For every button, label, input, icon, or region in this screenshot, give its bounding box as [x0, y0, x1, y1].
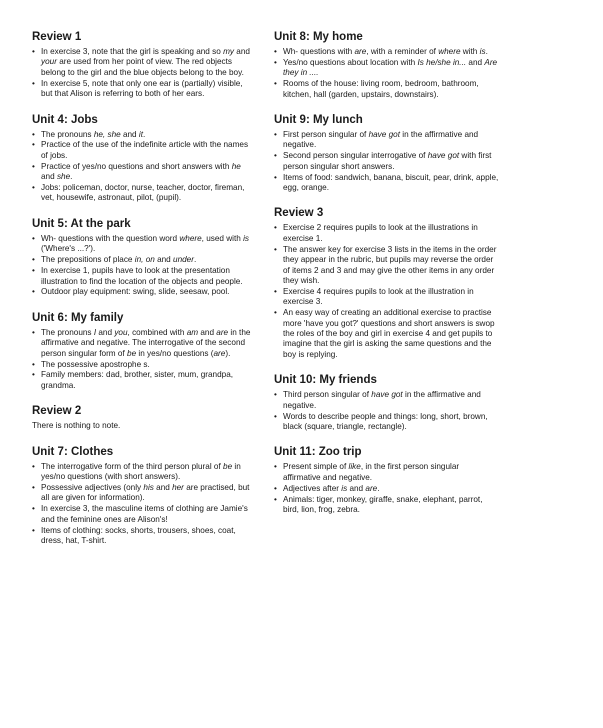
italic-text: are: [354, 47, 367, 56]
text-run: Yes/no questions about location with: [283, 57, 418, 67]
section-text: There is nothing to note.: [32, 421, 121, 431]
list-item: [32, 140, 254, 161]
text-run: Exercise 4 requires pupils to look at the illustration in exercise 3.: [283, 286, 474, 307]
text-run: .: [142, 129, 146, 139]
list-item: [274, 484, 499, 494]
text-run: Rooms of the house: living room, bedroom, bathroom, kitchen, hall (garden, upstairs, downstairs).: [283, 79, 479, 99]
bullet-list: [32, 234, 254, 298]
text-run: in the affirmative and negative.: [283, 390, 481, 410]
text-run: In exercise 5, note that only one ear is (partially) visible, but that Alison is referring to both of her ears.: [41, 78, 243, 99]
list-item: [274, 173, 499, 194]
section-heading: Review 3: [274, 207, 324, 220]
section-review-3: [274, 206, 499, 360]
italic-text: have got: [427, 151, 460, 161]
list-item: [32, 360, 254, 370]
list-item: [274, 47, 499, 57]
list-item: [32, 255, 254, 265]
text-run: Wh- questions with the question word: [41, 233, 180, 243]
text-run: and: [154, 255, 174, 265]
list-item: [32, 462, 254, 483]
section-unit-4-jobs: [32, 113, 254, 204]
italic-text: like: [348, 462, 361, 472]
section-unit-8-my-home: [274, 30, 499, 100]
list-item: [32, 79, 254, 100]
italic-text: where: [438, 47, 461, 56]
italic-text: is: [479, 47, 486, 56]
text-run: Third person singular of: [283, 390, 372, 400]
text-run: are practised, but all are given for information).: [41, 482, 250, 503]
section-heading: Unit 11: Zoo trip: [274, 446, 362, 459]
text-run: , with a reminder of: [366, 47, 439, 56]
text-run: Jobs: policeman, doctor, nurse, teacher, doctor, fireman, vet, housewife, astronaut, pilot, (pupil).: [41, 183, 245, 203]
list-item: [32, 370, 254, 391]
section-heading: Review 1: [32, 31, 82, 43]
text-run: and: [153, 482, 173, 492]
bullet-list: [274, 130, 499, 193]
list-item: [274, 151, 499, 172]
section-heading: Unit 7: Clothes: [32, 445, 114, 458]
text-run: and: [466, 57, 485, 67]
bullet-list: [32, 130, 254, 204]
text-run: The pronouns: [41, 327, 94, 337]
italic-text: my: [223, 47, 234, 56]
text-run: and: [41, 172, 57, 182]
text-run: .: [485, 47, 488, 56]
section-unit-9-my-lunch: [274, 113, 499, 193]
italic-text: are: [216, 327, 229, 337]
text-run: In exercise 3, the masculine items of clothing are Jamie's and the feminine ones are Alison's!: [41, 504, 248, 524]
text-run: First person singular of: [283, 130, 369, 140]
italic-text: she: [56, 172, 71, 182]
section-heading: Unit 6: My family: [32, 311, 124, 324]
bullet-list: [274, 390, 499, 432]
list-item: [274, 412, 499, 433]
list-item: [274, 79, 499, 100]
text-run: in yes/no questions (with short answers).: [41, 461, 241, 482]
italic-text: Are they in ....: [283, 57, 498, 78]
list-item: [274, 58, 499, 79]
text-run: Present simple of: [283, 462, 349, 472]
text-run: In exercise 3, note that the girl is speaking and so: [41, 47, 224, 56]
italic-text: be: [223, 461, 233, 471]
list-item: [32, 526, 254, 547]
text-run: are used from her point of view. The red objects belong to the girl and the blue objects belong to the boy.: [41, 57, 244, 77]
list-item: [32, 287, 254, 297]
text-run: Adjectives after: [283, 483, 342, 493]
text-run: Items of clothing: socks, shorts, trousers, shoes, coat, dress, hat, T-shirt.: [41, 525, 236, 545]
text-run: , used with: [201, 233, 244, 243]
bullet-list: [32, 462, 254, 547]
italic-text: in, on: [134, 255, 155, 265]
list-item: [274, 130, 499, 151]
list-item: [32, 328, 254, 359]
italic-text: you: [114, 327, 128, 337]
bullet-list: [32, 47, 254, 100]
list-item: [32, 483, 254, 504]
italic-text: are: [365, 483, 378, 493]
text-run: Practice of the use of the indefinite article with the names of jobs.: [41, 140, 249, 160]
section-unit-11-zoo-trip: [274, 445, 499, 515]
bullet-list: [32, 328, 254, 391]
text-run: and: [96, 327, 115, 337]
list-item: [32, 162, 254, 183]
italic-text: it: [138, 129, 143, 139]
section-review-1: [32, 30, 254, 100]
bullet-list: [274, 47, 499, 100]
text-run: , combined with: [127, 327, 187, 337]
list-item: [32, 266, 254, 287]
text-run: , in the first person singular affirmative and negative.: [283, 462, 460, 482]
italic-text: he, she: [93, 129, 121, 139]
text-run: ).: [225, 348, 231, 358]
list-item: [32, 130, 254, 140]
italic-text: have got: [368, 130, 400, 140]
italic-text: his: [143, 482, 154, 492]
text-run: Words to describe people and things: long, short, brown, black (square, triangle, rectangle).: [283, 411, 488, 431]
italic-text: under: [173, 255, 194, 265]
section-heading: Unit 4: Jobs: [32, 113, 98, 126]
text-run: Possessive adjectives (only: [41, 482, 144, 492]
italic-text: am: [186, 327, 199, 337]
text-run: in yes/no questions (: [136, 348, 214, 358]
italic-text: are: [213, 348, 226, 358]
text-run: Wh- questions with: [283, 47, 355, 56]
text-run: .: [70, 172, 73, 182]
text-run: In exercise 1, pupils have to look at the presentation illustration to find the location of the objects and people.: [41, 266, 243, 286]
text-run: in the affirmative and negative. The interrogative of the second person singular form of: [41, 327, 251, 358]
section-review-2: [32, 404, 254, 431]
section-heading: Review 2: [32, 405, 82, 418]
text-run: ('Where's ...?').: [41, 244, 96, 254]
text-run: The pronouns: [41, 129, 94, 139]
text-run: The interrogative form of the third person plural of: [41, 461, 224, 471]
list-item: [274, 308, 499, 360]
list-item: [274, 390, 499, 411]
text-run: and: [198, 327, 217, 337]
text-run: Family members: dad, brother, sister, mum, grandpa, grandma.: [41, 370, 234, 390]
list-item: [274, 287, 499, 308]
section-unit-7-clothes: [32, 445, 254, 547]
italic-text: is: [243, 233, 250, 243]
text-run: The prepositions of place: [41, 255, 135, 265]
italic-text: he: [231, 161, 241, 171]
list-item: [274, 462, 499, 483]
text-run: Items of food: sandwich, banana, biscuit, pear, drink, apple, egg, orange.: [283, 172, 499, 193]
left-column: [32, 22, 254, 559]
italic-text: Is he/she in...: [417, 57, 467, 67]
text-run: The answer key for exercise 3 lists in the items in the order they appear in the rubric, but pupils may reverse the order of items 2 and 3 and may give the other items in any order they wish.: [283, 244, 497, 285]
right-column: [274, 22, 499, 528]
section-unit-10-my-friends: [274, 373, 499, 432]
italic-text: is: [341, 483, 348, 493]
text-run: and: [233, 47, 250, 56]
text-run: .: [377, 483, 380, 493]
section-heading: Unit 9: My lunch: [274, 114, 363, 127]
section-heading: Unit 5: At the park: [32, 217, 131, 230]
italic-text: I: [93, 327, 97, 337]
list-item: [32, 234, 254, 255]
text-run: in the affirmative and negative.: [283, 130, 479, 150]
section-unit-6-my-family: [32, 311, 254, 391]
list-item: [274, 495, 499, 516]
italic-text: where: [179, 233, 202, 243]
text-run: Animals: tiger, monkey, giraffe, snake, elephant, parrot, bird, lion, frog, zebra.: [283, 494, 483, 514]
text-run: and: [120, 129, 139, 139]
text-run: An easy way of creating an additional exercise to practise more 'have you got?' questions and short answers is swop the roles of the boy and girl in exercise 4 and get pupils to imagine that the girl is asking the same questions and the boy is replying.: [283, 308, 495, 359]
italic-text: her: [172, 482, 184, 492]
italic-text: have got: [371, 390, 403, 400]
section-unit-5-at-the-park: [32, 217, 254, 298]
text-run: Outdoor play equipment: swing, slide, seesaw, pool.: [41, 287, 230, 297]
text-run: Practice of yes/no questions and short answers with: [41, 161, 232, 171]
text-run: .: [193, 255, 197, 265]
section-heading: Unit 10: My friends: [274, 374, 377, 387]
text-run: The possessive apostrophe s.: [41, 359, 150, 369]
list-item: [32, 47, 254, 78]
bullet-list: [274, 462, 499, 515]
text-run: and: [347, 483, 366, 493]
list-item: [32, 183, 254, 204]
text-run: with first person singular short answers.: [283, 151, 492, 171]
text-run: Exercise 2 requires pupils to look at the illustrations in exercise 1.: [283, 223, 478, 243]
section-heading: Unit 8: My home: [274, 31, 363, 43]
italic-text: be: [127, 348, 137, 358]
text-run: Second person singular interrogative of: [283, 151, 428, 161]
list-item: [32, 504, 254, 525]
italic-text: your: [41, 57, 57, 67]
list-item: [274, 223, 499, 244]
text-run: with: [460, 47, 480, 56]
list-item: [274, 245, 499, 287]
bullet-list: [274, 223, 499, 360]
